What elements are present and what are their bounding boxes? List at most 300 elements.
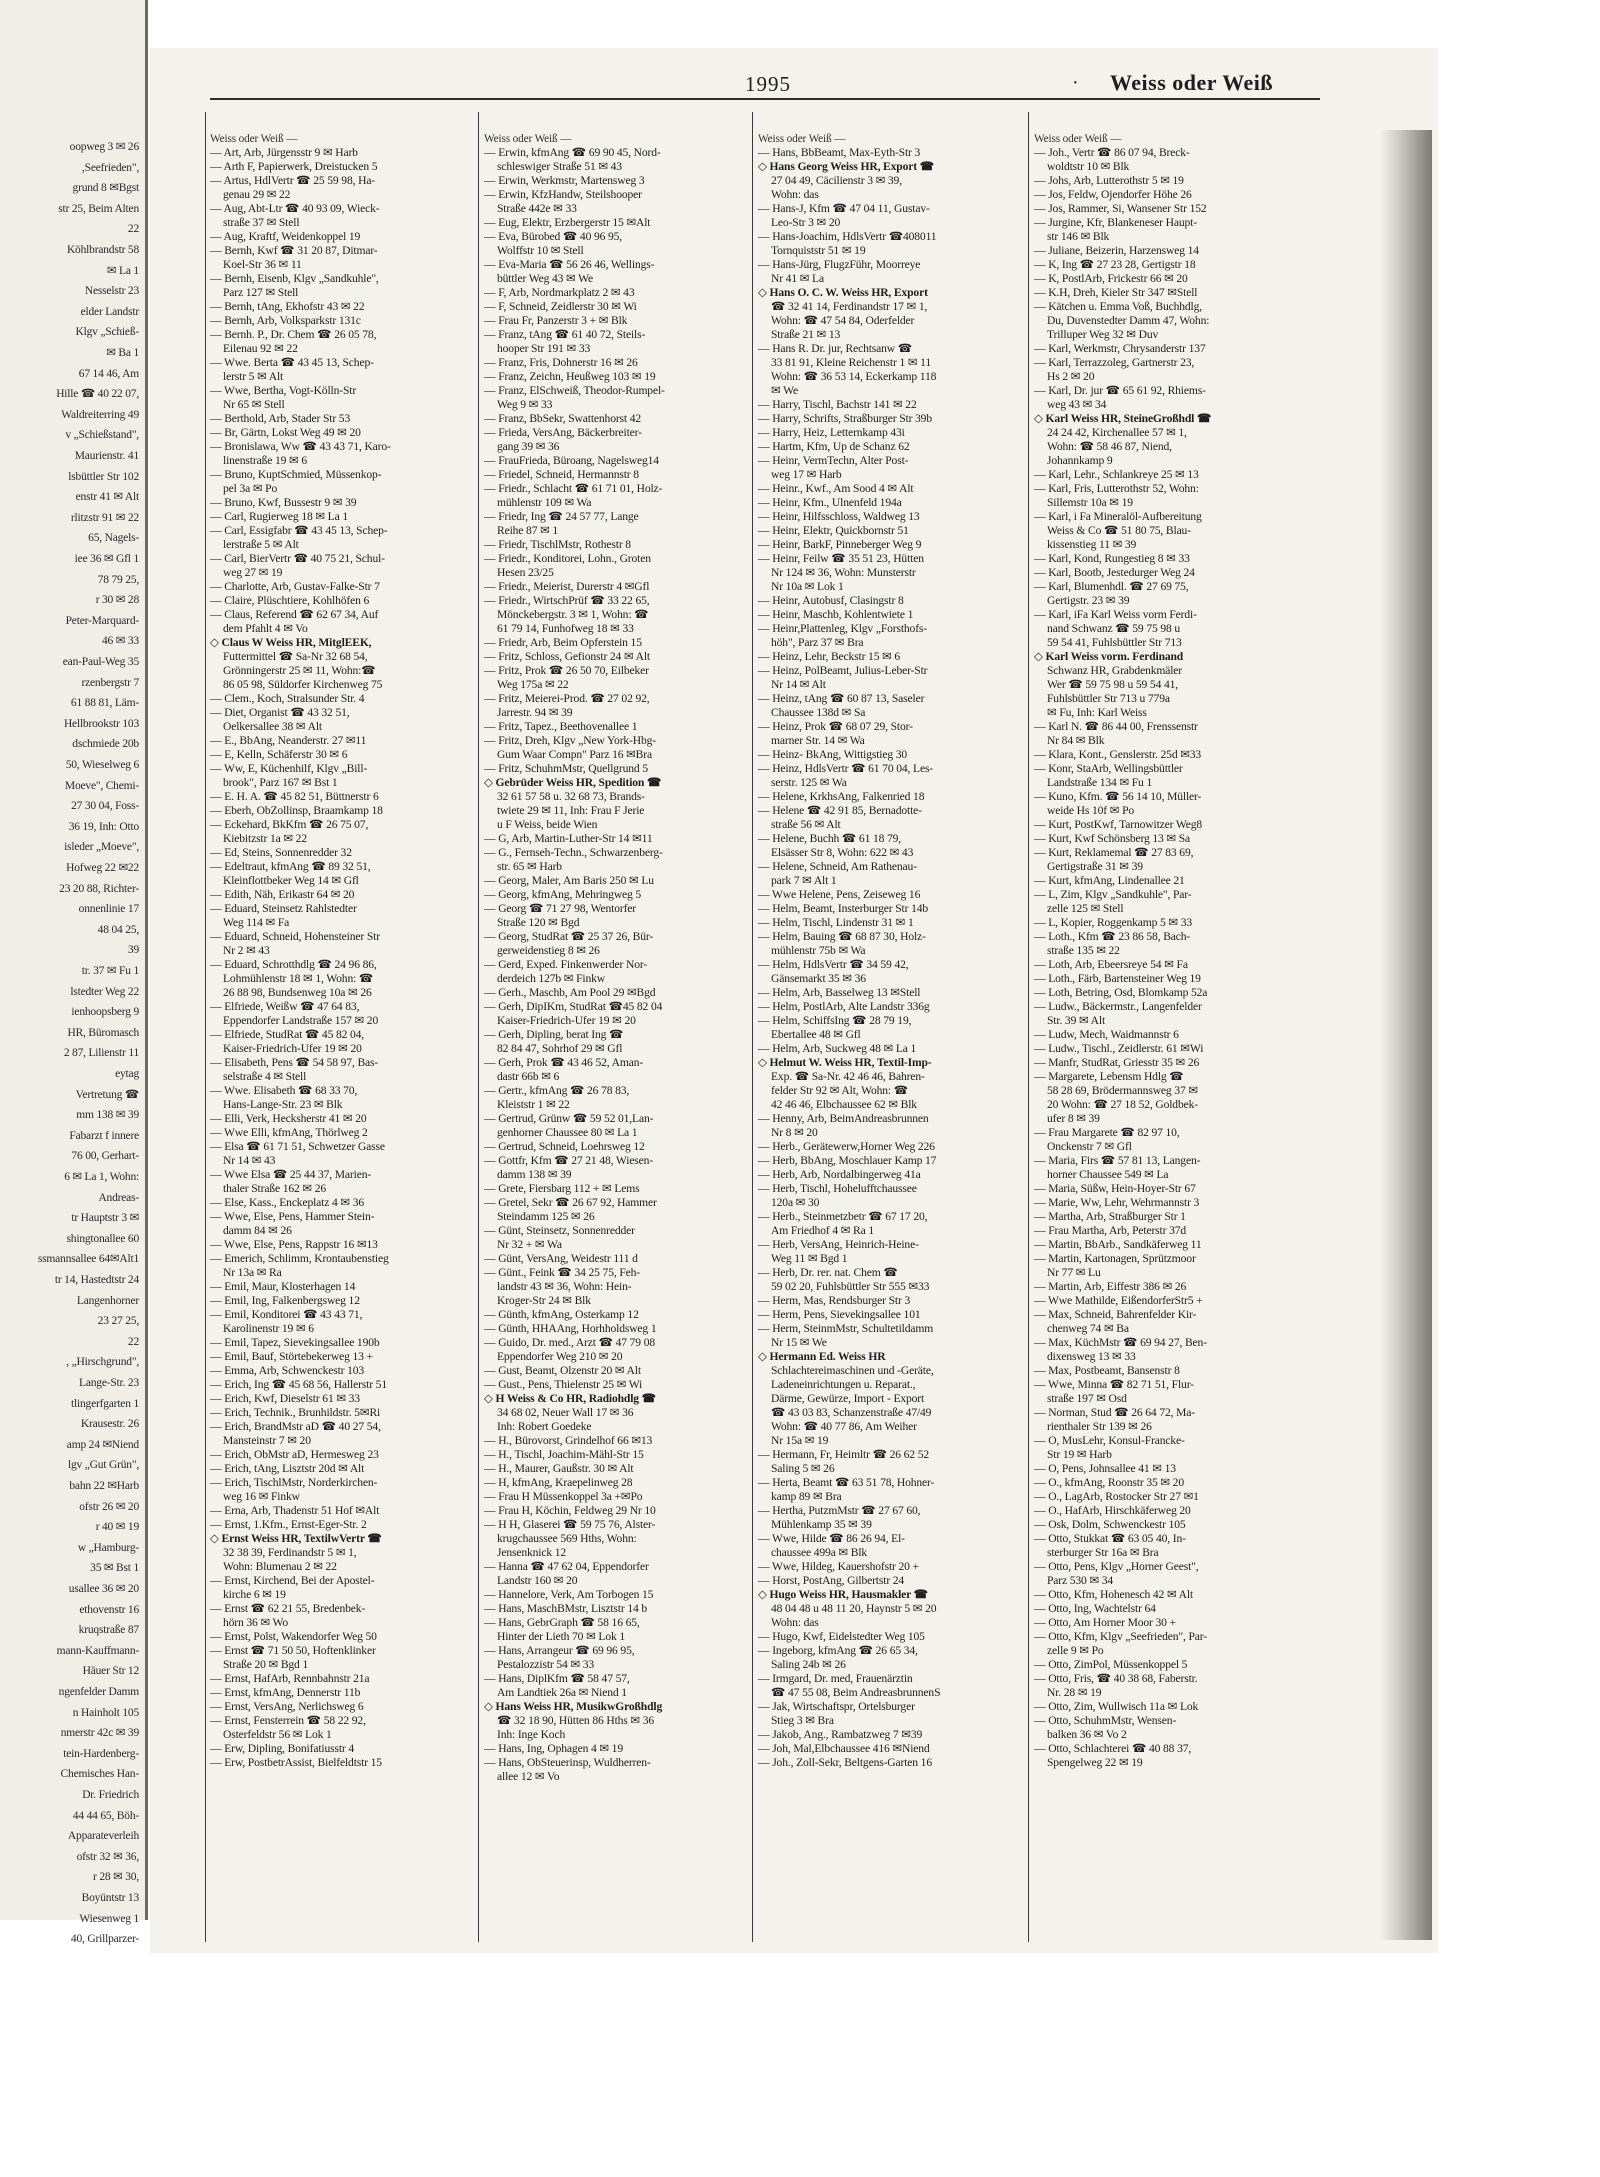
- entry-continuation: Wohn: ☎ 58 46 87, Niend,: [1047, 440, 1172, 453]
- entry-continuation: Wohn: das: [771, 188, 819, 201]
- facing-page-line: Hille ☎ 40 22 07,: [56, 388, 139, 401]
- directory-entry: — Erich, ObMstr aD, Hermesweg 23: [210, 1448, 379, 1461]
- directory-entry: ◇ Hans Georg Weiss HR, Export ☎: [758, 160, 934, 173]
- directory-entry: — Friedr, Ing ☎ 24 57 77, Lange: [484, 510, 639, 523]
- entry-continuation: Steindamm 125 ✉ 26: [497, 1210, 595, 1223]
- directory-entry: — Guido, Dr. med., Arzt ☎ 47 79 08: [484, 1336, 655, 1349]
- directory-entry: — Georg, StudRat ☎ 25 37 26, Bür-: [484, 930, 654, 943]
- directory-entry: — Gerh, Prok ☎ 43 46 52, Aman-: [484, 1056, 644, 1069]
- directory-entry: — Helm, Beamt, Insterburger Str 14b: [758, 902, 929, 915]
- directory-entry: — Heinr, Hilfsschloss, Waldweg 13: [758, 510, 920, 523]
- directory-entry: — Marie, Ww, Lehr, Wehrmannstr 3: [1034, 1196, 1200, 1209]
- directory-entry: — Martin, Arb, Eiffestr 386 ✉ 26: [1034, 1280, 1187, 1293]
- facing-page-line: 67 14 46, Am: [78, 367, 139, 380]
- directory-entry: ◇ H Weiss & Co HR, Radiohdlg ☎: [484, 1392, 656, 1405]
- directory-entry: — Kuno, Kfm. ☎ 56 14 10, Müller-: [1034, 790, 1202, 803]
- directory-entry: — Friedr., WirtschPrüf ☎ 33 22 65,: [484, 594, 650, 607]
- directory-entry: — Gretel, Sekr ☎ 26 67 92, Hammer: [484, 1196, 657, 1209]
- binding-shadow: [1380, 130, 1432, 1940]
- directory-entry: — Otto, Zim, Wullwisch 11a ✉ Lok: [1034, 1700, 1199, 1713]
- entry-continuation: felder Str 92 ✉ Alt, Wohn: ☎: [771, 1084, 908, 1097]
- directory-entry: — Erwin, KfzHandw, Steilshooper: [484, 188, 642, 201]
- entry-continuation: Chaussee 138d ✉ Sa: [771, 706, 866, 719]
- directory-entry: — Frieda, VersAng, Bäckerbreiter-: [484, 426, 642, 439]
- directory-entry: — H., Maurer, Gaußstr. 30 ✉ Alt: [484, 1462, 634, 1475]
- entry-continuation: Hans-Lange-Str. 23 ✉ Blk: [223, 1098, 343, 1111]
- directory-entry: — Hermann, Fr, Heimltr ☎ 26 62 52: [758, 1448, 929, 1461]
- facing-page-line: 61 88 81, Läm-: [70, 697, 139, 710]
- directory-entry: — Friedr., Schlacht ☎ 61 71 01, Holz-: [484, 482, 663, 495]
- directory-entry: — Otto, Fris, ☎ 40 38 68, Faberstr.: [1034, 1672, 1198, 1685]
- facing-page-line: dschmiede 20b: [72, 738, 139, 751]
- entry-continuation: schleswiger Straße 51 ✉ 43: [497, 160, 622, 173]
- directory-entry: ◇ Hugo Weiss HR, Hausmakler ☎: [758, 1588, 928, 1601]
- entry-continuation: Wohn: das: [771, 1616, 819, 1629]
- entry-continuation: Trilluper Weg 32 ✉ Duv: [1047, 328, 1159, 341]
- entry-continuation: krugchaussee 569 Hths, Wohn:: [497, 1532, 637, 1545]
- entry-continuation: ☎ 47 55 08, Beim AndreasbrunnenS: [771, 1686, 941, 1699]
- directory-entry: — E, Kelln, Schäferstr 30 ✉ 6: [210, 748, 348, 761]
- entry-continuation: serstr. 125 ✉ Wa: [771, 776, 847, 789]
- header-dot: ·: [1072, 72, 1079, 94]
- entry-continuation: mühlenstr 109 ✉ Wa: [497, 496, 592, 509]
- directory-entry: — Karl, i Fa Mineralöl-Aufbereitung: [1034, 510, 1202, 523]
- directory-entry: ◇ Karl Weiss HR, SteineGroßhdl ☎: [1034, 412, 1212, 425]
- directory-entry: — Erich, Ing ☎ 45 68 56, Hallerstr 51: [210, 1378, 387, 1391]
- entry-continuation: brook", Parz 167 ✉ Bst 1: [223, 776, 338, 789]
- facing-page-line: HR, Büromasch: [67, 1026, 139, 1039]
- directory-entry: — Otto, SchuhmMstr, Wensen-: [1034, 1714, 1177, 1727]
- directory-entry: ◇ Ernst Weiss HR, TextilwVertr ☎: [210, 1532, 382, 1545]
- entry-continuation: 86 05 98, Süldorfer Kirchenweg 75: [223, 678, 383, 691]
- directory-entry: — F, Schneid, Zeidlerstr 30 ✉ Wi: [484, 300, 637, 313]
- entry-continuation: Nr 8 ✉ 20: [771, 1126, 818, 1139]
- directory-entry: — Hanna ☎ 47 62 04, Eppendorfer: [484, 1560, 649, 1573]
- directory-entry: — Bronislawa, Ww ☎ 43 43 71, Karo-: [210, 440, 391, 453]
- facing-page-line: Hofweg 22 ✉22: [66, 862, 139, 874]
- facing-page-line: tr Hauptstr 3 ✉: [71, 1212, 139, 1225]
- directory-entry: — Harry, Tischl, Bachstr 141 ✉ 22: [758, 398, 917, 411]
- directory-entry: — Heinr, Autobusf, Clasingstr 8: [758, 594, 904, 607]
- directory-entry: — Helene ☎ 42 91 85, Bernadotte-: [758, 804, 922, 817]
- entry-continuation: 59 02 20, Fuhlsbüttler Str 555 ✉33: [771, 1280, 930, 1293]
- facing-page-line: Häuer Str 12: [82, 1665, 139, 1678]
- entry-continuation: Weg 11 ✉ Bgd 1: [771, 1252, 848, 1265]
- facing-page-line: rzenbergstr 7: [81, 676, 139, 689]
- directory-entry: — Kurt, kfmAng, Lindenallee 21: [1034, 874, 1185, 887]
- facing-page-line: Andreas-: [98, 1191, 139, 1204]
- facing-page-line: Maurienstr. 41: [74, 450, 139, 462]
- directory-entry: — Emerich, Schlimm, Krontaubenstieg: [210, 1252, 389, 1265]
- entry-continuation: Straße 120 ✉ Bgd: [497, 916, 580, 929]
- directory-entry: — Fritz, SchuhmMstr, Quellgrund 5: [484, 762, 648, 775]
- facing-page-line: 6 ✉ La 1, Wohn:: [64, 1171, 139, 1183]
- directory-entry: — Herm, SteinmMstr, Schultetildamm: [758, 1322, 934, 1335]
- facing-page-line: ean-Paul-Weg 35: [62, 656, 139, 668]
- directory-entry: — Herb, VersAng, Heinrich-Heine-: [758, 1238, 919, 1251]
- directory-entry: — Wwe, Minna ☎ 82 71 51, Flur-: [1034, 1378, 1194, 1391]
- directory-entry: — Helene, Buchh ☎ 61 18 79,: [758, 832, 902, 845]
- entry-continuation: 120a ✉ 30: [771, 1196, 820, 1209]
- directory-entry: — Karl N. ☎ 86 44 00, Frenssenstr: [1034, 720, 1198, 733]
- entry-continuation: Nr 14 ✉ 43: [223, 1154, 276, 1167]
- facing-page-line: amp 24 ✉Niend: [66, 1438, 139, 1451]
- entry-continuation: Mönckebergstr. 3 ✉ 1, Wohn: ☎: [497, 608, 649, 621]
- directory-entry: — Günt., Feink ☎ 34 25 75, Feh-: [484, 1266, 640, 1279]
- directory-entry: — Claire, Plüschtiere, Kohlhöfen 6: [210, 594, 370, 607]
- directory-entry: — Friedel, Schneid, Hermannstr 8: [484, 468, 639, 481]
- directory-entry: — Elfriede, Weißw ☎ 47 64 83,: [210, 1000, 360, 1013]
- entry-continuation: 34 68 02, Neuer Wall 17 ✉ 36: [497, 1406, 634, 1419]
- facing-page-line: Wiesenweg 1: [79, 1912, 139, 1925]
- directory-entry: — Hans, BbBeamt, Max-Eyth-Str 3: [758, 146, 921, 159]
- facing-page-line: 50, Wieselweg 6: [65, 759, 139, 771]
- directory-entry: — H., Bürovorst, Grindelhof 66 ✉13: [484, 1434, 653, 1447]
- directory-entry: — Loth, Betring, Osd, Blomkamp 52a: [1034, 986, 1208, 999]
- facing-page-line: iee 36 ✉ Gfl 1: [74, 553, 139, 565]
- directory-entry: — Erna, Arb, Thadenstr 51 Hof ✉Alt: [210, 1504, 380, 1517]
- facing-page-line: nmerstr 42c ✉ 39: [60, 1727, 139, 1740]
- entry-continuation: Str. 39 ✉ Alt: [1047, 1014, 1106, 1027]
- directory-entry: — Helm, Bauing ☎ 68 87 30, Holz-: [758, 930, 926, 943]
- directory-entry: ◇ Hans O. C. W. Weiss HR, Export: [758, 286, 928, 299]
- entry-continuation: Straße 21 ✉ 13: [771, 328, 841, 341]
- directory-entry: — Helm, Arb, Basselweg 13 ✉Stell: [758, 986, 921, 999]
- directory-entry: — Jos, Rammer, Si, Wansener Str 152: [1034, 202, 1207, 215]
- facing-page-line: 35 ✉ Bst 1: [90, 1562, 139, 1575]
- directory-entry: — Ludw., Bäckermstr., Langenfelder: [1034, 1000, 1202, 1013]
- facing-page-line: , „Hirschgrund",: [66, 1356, 139, 1369]
- directory-entry: — Helene, Schneid, Am Rathenau-: [758, 860, 917, 873]
- directory-entry: — Franz, Zeichn, Heußweg 103 ✉ 19: [484, 370, 656, 383]
- directory-entry: — Emil, Konditorei ☎ 43 43 71,: [210, 1308, 363, 1321]
- directory-entry: — Hans-Joachim, HdlsVertr ☎408011: [758, 230, 937, 243]
- directory-entry: — Bruno, KuptSchmied, Müssenkop-: [210, 468, 382, 481]
- entry-continuation: Wohn: ☎ 36 53 14, Eckerkamp 118: [771, 370, 937, 383]
- directory-entry: — G, Arb, Martin-Luther-Str 14 ✉11: [484, 832, 653, 845]
- directory-entry: — Ernst ☎ 62 21 55, Bredenbek-: [210, 1602, 366, 1615]
- entry-continuation: Eppendorfer Landstraße 157 ✉ 20: [223, 1014, 379, 1027]
- directory-entry: — Fritz, Dreh, Klgv „New York-Hbg-: [484, 734, 657, 747]
- directory-column-4: [1034, 132, 1296, 1942]
- directory-entry: — Helene, KrkhsAng, Falkenried 18: [758, 790, 925, 803]
- entry-continuation: kamp 89 ✉ Bra: [771, 1490, 842, 1503]
- page-number: 1995: [745, 72, 791, 96]
- entry-continuation: 48 04 48 u 48 11 20, Haynstr 5 ✉ 20: [771, 1602, 937, 1615]
- directory-entry: — Kurt, Kwf Schönsberg 13 ✉ Sa: [1034, 832, 1191, 845]
- directory-entry: ◇ Hermann Ed. Weiss HR: [758, 1350, 886, 1363]
- directory-entry: — Elli, Verk, Hecksherstr 41 ✉ 20: [210, 1112, 367, 1125]
- directory-entry: — Ww, E, Küchenhilf, Klgv „Bill-: [210, 762, 368, 775]
- entry-continuation: Gänsemarkt 35 ✉ 36: [771, 972, 866, 985]
- facing-page-line: r 28 ✉ 30,: [93, 1871, 139, 1884]
- directory-entry: — Franz, tAng ☎ 61 40 72, Steils-: [484, 328, 646, 341]
- facing-page-line: ssmannsallee 64✉Alt1: [37, 1253, 139, 1266]
- facing-page-line: str 25, Beim Alten: [58, 202, 139, 215]
- facing-page-line: 27 30 04, Foss-: [71, 800, 139, 813]
- running-head: Weiss oder Weiß: [1110, 70, 1274, 95]
- facing-page-line: ofstr 32 ✉ 36,: [76, 1850, 139, 1863]
- entry-continuation: nand Schwanz ☎ 59 75 98 u: [1047, 622, 1181, 635]
- entry-continuation: Eilenau 92 ✉ 22: [223, 342, 298, 355]
- entry-continuation: landstr 43 ✉ 36, Wohn: Hein-: [497, 1280, 632, 1293]
- entry-continuation: genhorner Chaussee 80 ✉ La 1: [497, 1126, 638, 1139]
- column-rule: [1028, 112, 1029, 1942]
- entry-continuation: Kroger-Str 24 ✉ Blk: [497, 1294, 591, 1307]
- directory-entry: — Karl, Werkmstr, Chrysanderstr 137: [1034, 342, 1206, 355]
- directory-entry: — Kurt, Reklamemal ☎ 27 83 69,: [1034, 846, 1194, 859]
- entry-continuation: Weg 114 ✉ Fa: [223, 916, 290, 929]
- directory-entry: — Kätchen u. Emma Voß, Buchhdlg,: [1034, 300, 1203, 313]
- directory-entry: — Frau Martha, Arb, Peterstr 37d: [1034, 1224, 1187, 1237]
- directory-entry: — O., kfmAng, Roonstr 35 ✉ 20: [1034, 1476, 1184, 1489]
- directory-entry: — Otto, Schlachterei ☎ 40 88 37,: [1034, 1742, 1192, 1755]
- directory-entry: — Martin, BbArb., Sandkäferweg 11: [1034, 1238, 1202, 1251]
- directory-entry: — Erwin, Werkmstr, Martensweg 3: [484, 174, 645, 187]
- facing-page-line: Krausestr. 26: [80, 1418, 139, 1431]
- directory-entry: — Maria, Firs ☎ 57 81 13, Langen-: [1034, 1154, 1201, 1167]
- directory-entry: — Berthold, Arb, Stader Str 53: [210, 412, 351, 425]
- column-rule: [478, 112, 479, 1942]
- directory-entry: — Erich, BrandMstr aD ☎ 40 27 54,: [210, 1420, 381, 1433]
- directory-entry: — Carl, BierVertr ☎ 40 75 21, Schul-: [210, 552, 385, 565]
- facing-page-line: 48 04 25,: [97, 923, 139, 936]
- scan-border: [1438, 0, 1600, 2177]
- directory-entry: — Herb, Arb, Nordalbingerweg 41a: [758, 1168, 921, 1181]
- facing-page-line: rlitzstr 91 ✉ 22: [70, 511, 139, 524]
- facing-page-line: 2 87, Lilienstr 11: [63, 1047, 139, 1060]
- entry-continuation: weg 17 ✉ Harb: [771, 468, 842, 481]
- directory-entry: — Hans-J, Kfm ☎ 47 04 11, Gustav-: [758, 202, 930, 215]
- facing-page-line: Waldreiterring 49: [61, 408, 139, 421]
- directory-entry: — Herb, Dr. rer. nat. Chem ☎: [758, 1266, 898, 1279]
- directory-entry: — Georg, Maler, Am Baris 250 ✉ Lu: [484, 874, 654, 887]
- entry-continuation: kirche 6 ✉ 19: [223, 1588, 286, 1601]
- directory-entry: — K, Ing ☎ 27 23 28, Gertigstr 18: [1034, 258, 1196, 271]
- directory-entry: — H., Tischl, Joachim-Mähl-Str 15: [484, 1448, 644, 1461]
- directory-entry: — Bernh, tAng, Ekhofstr 43 ✉ 22: [210, 300, 365, 313]
- entry-continuation: Nr 84 ✉ Blk: [1047, 734, 1105, 747]
- entry-continuation: 32 38 39, Ferdinandstr 5 ✉ 1,: [223, 1546, 357, 1559]
- directory-entry: — Clem., Koch, Stralsunder Str. 4: [210, 692, 365, 705]
- directory-entry: — Joh., Vertr ☎ 86 07 94, Breck-: [1034, 146, 1190, 159]
- entry-continuation: weg 27 ✉ 19: [223, 566, 283, 579]
- directory-entry: — Erich, tAng, Lisztstr 20d ✉ Alt: [210, 1462, 365, 1475]
- entry-continuation: Straße 442e ✉ 33: [497, 202, 577, 215]
- entry-continuation: Straße 20 ✉ Bgd 1: [223, 1658, 309, 1671]
- entry-continuation: Leo-Str 3 ✉ 20: [771, 216, 841, 229]
- directory-entry: — Ernst, VersAng, Nerlichsweg 6: [210, 1700, 364, 1713]
- entry-continuation: pel 3a ✉ Po: [223, 482, 278, 495]
- directory-entry: — Elisabeth, Pens ☎ 54 58 97, Bas-: [210, 1056, 379, 1069]
- directory-entry: — Franz, Fris, Dohnerstr 16 ✉ 26: [484, 356, 638, 369]
- directory-entry: — Hartm, Kfm, Up de Schanz 62: [758, 440, 910, 453]
- directory-entry: — Friedr, TischlMstr, Rothestr 8: [484, 538, 631, 551]
- facing-page-line: tr. 37 ✉ Fu 1: [81, 965, 139, 977]
- entry-continuation: chenweg 74 ✉ Ba: [1047, 1322, 1129, 1335]
- facing-page-sliver: [0, 0, 148, 1946]
- entry-continuation: 32 61 57 58 u. 32 68 73, Brands-: [497, 790, 645, 803]
- directory-entry: — O., LagArb, Rostocker Str 27 ✉1: [1034, 1490, 1199, 1503]
- directory-entry: — Heinz- BkAng, Wittigstieg 30: [758, 748, 908, 761]
- directory-entry: — Gerh, DipIKm, StudRat ☎45 82 04: [484, 1000, 663, 1013]
- entry-continuation: zelle 125 ✉ Stell: [1047, 902, 1124, 915]
- directory-entry: — Kurt, PostKwf, Tarnowitzer Weg8: [1034, 818, 1203, 831]
- directory-entry: — Bruno, Kwf, Bussestr 9 ✉ 39: [210, 496, 357, 509]
- entry-continuation: Nr 32 + ✉ Wa: [497, 1238, 562, 1251]
- entry-continuation: 42 46 46, Elbchaussee 62 ✉ Blk: [771, 1098, 917, 1111]
- directory-entry: — Klara, Kont., Genslerstr. 25d ✉33: [1034, 748, 1202, 761]
- facing-page-line: Apparateverleih: [67, 1830, 139, 1843]
- entry-continuation: Nr 124 ✉ 36, Wohn: Munsterstr: [771, 566, 916, 579]
- directory-entry: — Wwe, Else, Pens, Hammer Stein-: [210, 1210, 375, 1223]
- facing-page-line: usallee 36 ✉ 20: [68, 1583, 139, 1595]
- facing-page-line: ethovenstr 16: [79, 1603, 139, 1616]
- directory-entry: — Karl, Kond, Rungestieg 8 ✉ 33: [1034, 552, 1190, 565]
- directory-entry: — H, kfmAng, Kraepelinweg 28: [484, 1476, 633, 1489]
- directory-entry: ◇ Helmut W. Weiss HR, Textil-Imp-: [758, 1056, 932, 1069]
- entry-continuation: Saling 5 ✉ 26: [771, 1462, 835, 1475]
- directory-entry: — F, Arb, Nordmarkplatz 2 ✉ 43: [484, 286, 635, 299]
- entry-continuation: Kleiststr 1 ✉ 22: [497, 1098, 570, 1111]
- entry-continuation: Schwanz HR, Grabdenkmäler: [1047, 664, 1183, 677]
- entry-continuation: Saling 24b ✉ 26: [771, 1658, 846, 1671]
- directory-entry: — Ed, Steins, Sonnenredder 32: [210, 846, 352, 859]
- facing-page-line: 40, Grillparzer-: [70, 1933, 139, 1946]
- directory-entry: — Eva-Maria ☎ 56 26 46, Wellings-: [484, 258, 655, 271]
- directory-entry: — Hans, MaschBMstr, Lisztstr 14 b: [484, 1602, 648, 1615]
- directory-entry: — Erw, Dipling, Bonifatiusstr 4: [210, 1742, 355, 1755]
- directory-entry: — FrauFrieda, Büroang, Nagelsweg14: [484, 454, 659, 467]
- facing-page-line: ,Seefrieden",: [81, 161, 139, 174]
- directory-entry: — K, PostlArb, Frickestr 66 ✉ 20: [1034, 272, 1188, 285]
- directory-entry: — Heinr, BarkF, Pinneberger Weg 9: [758, 538, 922, 551]
- facing-page-line: tr 14, Hastedtstr 24: [54, 1274, 139, 1286]
- directory-entry: — Karl, Lehr., Schlankreye 25 ✉ 13: [1034, 468, 1199, 481]
- facing-page-line: Klgv „Schieß-: [75, 326, 139, 339]
- entry-continuation: hooper Str 191 ✉ 33: [497, 342, 591, 355]
- directory-entry: — Carl, Rugierweg 18 ✉ La 1: [210, 510, 348, 523]
- entry-continuation: Spengelweg 22 ✉ 19: [1047, 1756, 1143, 1769]
- directory-entry: — Gertr., kfmAng ☎ 26 78 83,: [484, 1084, 630, 1097]
- facing-page-line: ienhoopsberg 9: [71, 1006, 139, 1019]
- entry-continuation: 82 84 47, Sohrhof 29 ✉ Gfl: [497, 1042, 623, 1055]
- entry-continuation: Nr 10a ✉ Lok 1: [771, 580, 844, 593]
- directory-entry: — Gerh, Dipling, berat Ing ☎: [484, 1028, 624, 1041]
- directory-entry: — Eva, Bürobed ☎ 40 96 95,: [484, 230, 623, 243]
- directory-entry: — Franz, ElSchweiß, Theodor-Rumpel-: [484, 384, 665, 397]
- directory-entry: — Eduard, Steinsetz Rahlstedter: [210, 902, 357, 915]
- column-header: Weiss oder Weiß —: [210, 133, 298, 145]
- entry-continuation: Tornquiststr 51 ✉ 19: [771, 244, 866, 257]
- directory-entry: — Horst, PostAng, Gilbertstr 24: [758, 1574, 905, 1587]
- facing-page-line: Chemisches Han-: [60, 1768, 139, 1781]
- directory-entry: — Frau H, Köchin, Feldweg 29 Nr 10: [484, 1504, 656, 1517]
- entry-continuation: straße 56 ✉ Alt: [771, 818, 841, 831]
- header-rule: [210, 98, 1320, 100]
- facing-page-line: kruqstraße 87: [78, 1624, 139, 1637]
- entry-continuation: Mühlenkamp 35 ✉ 39: [771, 1518, 872, 1531]
- facing-page-line: Vertretung ☎: [75, 1088, 139, 1101]
- directory-entry: — Claus, Referend ☎ 62 67 34, Auf: [210, 608, 379, 621]
- entry-continuation: thaler Straße 162 ✉ 26: [223, 1182, 327, 1195]
- entry-continuation: Pestalozzistr 54 ✉ 33: [497, 1658, 595, 1671]
- directory-entry: — Wwe Elli, kfmAng, Thörlweg 2: [210, 1126, 368, 1139]
- entry-continuation: Kiebitzstr 1a ✉ 22: [223, 832, 307, 845]
- directory-entry: — Ernst, kfmAng, Dennerstr 11b: [210, 1686, 361, 1699]
- directory-entry: — Norman, Stud ☎ 26 64 72, Ma-: [1034, 1406, 1195, 1419]
- entry-continuation: Stieg 3 ✉ Bra: [771, 1714, 834, 1727]
- directory-entry: — Wwe, Bertha, Vogt-Kölln-Str: [210, 384, 357, 397]
- facing-page-line: 76 00, Gerhart-: [71, 1150, 139, 1163]
- entry-continuation: Nr 14 ✉ Alt: [771, 678, 826, 691]
- directory-entry: — Franz, BbSekr, Swattenhorst 42: [484, 412, 642, 425]
- directory-entry: — E. H. A. ☎ 45 82 51, Büttnerstr 6: [210, 790, 379, 803]
- entry-continuation: höh", Parz 37 ✉ Bra: [771, 636, 864, 649]
- directory-entry: — Emil, Bauf, Störtebekerweg 13 +: [210, 1350, 373, 1363]
- directory-entry: — Max, Postbeamt, Bansenstr 8: [1034, 1364, 1180, 1377]
- directory-entry: — Hertha, PutzmMstr ☎ 27 67 60,: [758, 1504, 921, 1517]
- directory-entry: — Gertrud, Grünw ☎ 59 52 01,Lan-: [484, 1112, 654, 1125]
- facing-page-line: Peter-Marquard-: [65, 614, 139, 627]
- facing-page-line: 39: [127, 944, 139, 957]
- directory-entry: — Else, Kass., Enckeplatz 4 ✉ 36: [210, 1196, 364, 1209]
- entry-continuation: dem Pfahlt 4 ✉ Vo: [223, 622, 308, 635]
- entry-continuation: Mansteinstr 7 ✉ 20: [223, 1434, 311, 1447]
- entry-continuation: Nr 15 ✉ We: [771, 1336, 827, 1349]
- facing-page-line: shingtonallee 60: [66, 1232, 139, 1245]
- facing-page-line: elder Landstr: [80, 305, 139, 318]
- facing-page-line: Dr. Friedrich: [82, 1789, 139, 1801]
- facing-page-line: Köhlbrandstr 58: [66, 244, 139, 256]
- entry-continuation: Johannkamp 9: [1047, 454, 1113, 467]
- directory-entry: — Ernst, HafArb, Rennbahnstr 21a: [210, 1672, 370, 1685]
- entry-continuation: sterburger Str 16a ✉ Bra: [1047, 1546, 1159, 1559]
- entry-continuation: damm 138 ✉ 39: [497, 1168, 572, 1181]
- facing-page-line: bahn 22 ✉Harb: [69, 1480, 139, 1492]
- directory-entry: — Art, Arb, Jürgensstr 9 ✉ Harb: [210, 146, 358, 159]
- directory-entry: — G., Fernseh-Techn., Schwarzenberg-: [484, 846, 663, 859]
- directory-entry: — Joh, Mal,Elbchaussee 416 ✉Niend: [758, 1742, 930, 1755]
- directory-entry: — O, Pens, Johnsallee 41 ✉ 13: [1034, 1462, 1176, 1475]
- entry-continuation: Inh: Inge Koch: [497, 1728, 566, 1741]
- entry-continuation: lerstr 5 ✉ Alt: [223, 370, 284, 383]
- entry-continuation: Parz 127 ✉ Stell: [223, 286, 299, 299]
- directory-entry: — Heinr., Kwf., Am Sood 4 ✉ Alt: [758, 482, 914, 495]
- entry-continuation: Weg 175a ✉ 22: [497, 678, 569, 691]
- entry-continuation: balken 36 ✉ Vo 2: [1047, 1728, 1127, 1741]
- directory-entry: — Erich, TischlMstr, Norderkirchen-: [210, 1476, 378, 1489]
- directory-entry: — Margarete, Lebensm Hdlg ☎: [1034, 1070, 1184, 1083]
- directory-entry: — K.H, Dreh, Kieler Str 347 ✉Stell: [1034, 286, 1198, 299]
- directory-entry: — L, Kopier, Roggenkamp 5 ✉ 33: [1034, 916, 1193, 929]
- directory-entry: — Hans R. Dr. jur, Rechtsanw ☎: [758, 342, 913, 355]
- directory-entry: — Osk, Dolm, Schwenckestr 105: [1034, 1518, 1186, 1531]
- directory-entry: — Aug, Abt-Ltr ☎ 40 93 09, Wieck-: [210, 202, 380, 215]
- facing-page-line: r 30 ✉ 28: [95, 594, 139, 607]
- directory-entry: — Hans, Ing, Ophagen 4 ✉ 19: [484, 1742, 623, 1755]
- directory-entry: — Joh., Zoll-Sekr, Beltgens-Garten 16: [758, 1756, 932, 1769]
- directory-entry: — Karl, Terrazzoleg, Gartnerstr 23,: [1034, 356, 1195, 369]
- entry-continuation: Osterfeldstr 56 ✉ Lok 1: [223, 1728, 332, 1741]
- entry-continuation: straße 37 ✉ Stell: [223, 216, 300, 229]
- directory-entry: — Friedr., Meierist, Durerstr 4 ✉Gfl: [484, 580, 650, 593]
- directory-entry: — Emil, Maur, Klosterhagen 14: [210, 1280, 356, 1293]
- facing-page-line: Nesselstr 23: [84, 285, 139, 298]
- directory-entry: — Wwe, Hilde ☎ 86 26 94, El-: [758, 1532, 905, 1545]
- directory-entry: — Loth., Kfm ☎ 23 86 58, Bach-: [1034, 930, 1191, 943]
- directory-entry: — Edith, Näh, Erikastr 64 ✉ 20: [210, 888, 355, 901]
